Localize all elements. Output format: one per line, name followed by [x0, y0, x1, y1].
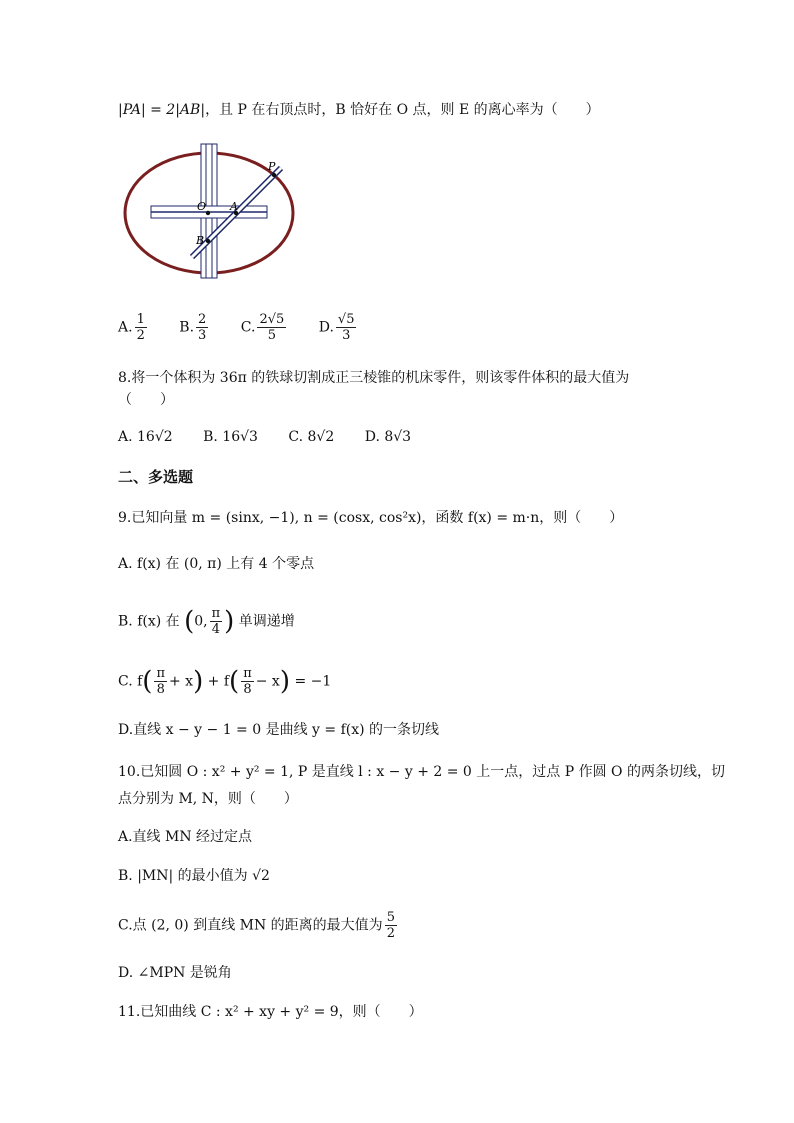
q10-stem-line1: 10.已知圆 O : x² + y² = 1, P 是直线 l : x − y + 2 = 0 上一点，过点 P 作圆 O 的两条切线，切	[118, 764, 725, 780]
q8-choice-c[interactable]: C. 8√2	[288, 429, 335, 445]
q7-choice-b[interactable]: B. $\frac{2}{3}$	[179, 312, 207, 343]
q7-stem-tail: ，且 P 在右顶点时，B 恰好在 O 点，则 E 的离心率为（ ）	[205, 102, 600, 118]
q7-choice-d[interactable]: D. $\frac{√5}{3}$	[318, 312, 355, 343]
q7-ellipse-figure	[118, 140, 302, 280]
q11-stem: 11.已知曲线 C : x² + xy + y² = 9，则（ ）	[118, 1004, 423, 1020]
q10-option-d[interactable]: D. ∠MPN 是锐角	[118, 965, 232, 981]
label-a: A	[230, 200, 238, 213]
q8-stem: 8.将一个体积为 36π 的铁球切割成正三棱锥的机床零件，则该零件体积的最大值为	[118, 370, 630, 386]
q8-paren: （ ）	[118, 392, 174, 408]
q7-choice-a[interactable]: A. $\frac{1}{2}$	[118, 312, 145, 343]
label-p: P	[268, 160, 276, 173]
q9-option-c[interactable]: C. f( $\frac{\pi}{8}$ + x) + f( $\frac{\pi}{8}$ − x) = −1	[118, 666, 332, 697]
q8-choice-d[interactable]: D. 8√3	[364, 429, 412, 445]
section-heading: 二、多选题	[118, 468, 194, 486]
q8-choice-a[interactable]: A. 16√2	[118, 429, 173, 445]
q9-option-d[interactable]: D.直线 x − y − 1 = 0 是曲线 y = f(x) 的一条切线	[118, 722, 440, 738]
point-b	[206, 239, 210, 243]
label-b: B	[196, 234, 205, 247]
q9-option-a[interactable]: A. f(x) 在 (0, π) 上有 4 个零点	[118, 556, 315, 572]
q8-choice-b[interactable]: B. 16√3	[203, 429, 258, 445]
q7-expression: |PA| = 2|AB|	[118, 102, 206, 118]
label-o: O	[197, 200, 207, 213]
q7-choice-c[interactable]: C. $\frac{2√5}{5}$	[240, 312, 285, 343]
point-p	[272, 173, 276, 177]
q7-choices	[118, 312, 384, 343]
q7-stem	[118, 100, 600, 120]
point-o	[206, 211, 210, 215]
q9-stem: 9.已知向量 m = (sinx, −1), n = (cosx, cos²x)，函数 f(x) = m·n，则（ ）	[118, 510, 624, 526]
q9-option-b[interactable]: B. f(x) 在 (0, $\frac{\pi}{4}$ ) 单调递增	[118, 606, 295, 637]
q10-option-a[interactable]: A.直线 MN 经过定点	[118, 829, 253, 845]
q10-option-b[interactable]: B. |MN| 的最小值为 √2	[118, 868, 270, 884]
q10-stem-line2: 点分别为 M, N，则（ ）	[118, 791, 298, 807]
q10-option-c[interactable]: C.点 (2, 0) 到直线 MN 的距离的最大值为 $\frac{5}{2}$	[118, 910, 395, 941]
q8-choices	[118, 427, 437, 447]
